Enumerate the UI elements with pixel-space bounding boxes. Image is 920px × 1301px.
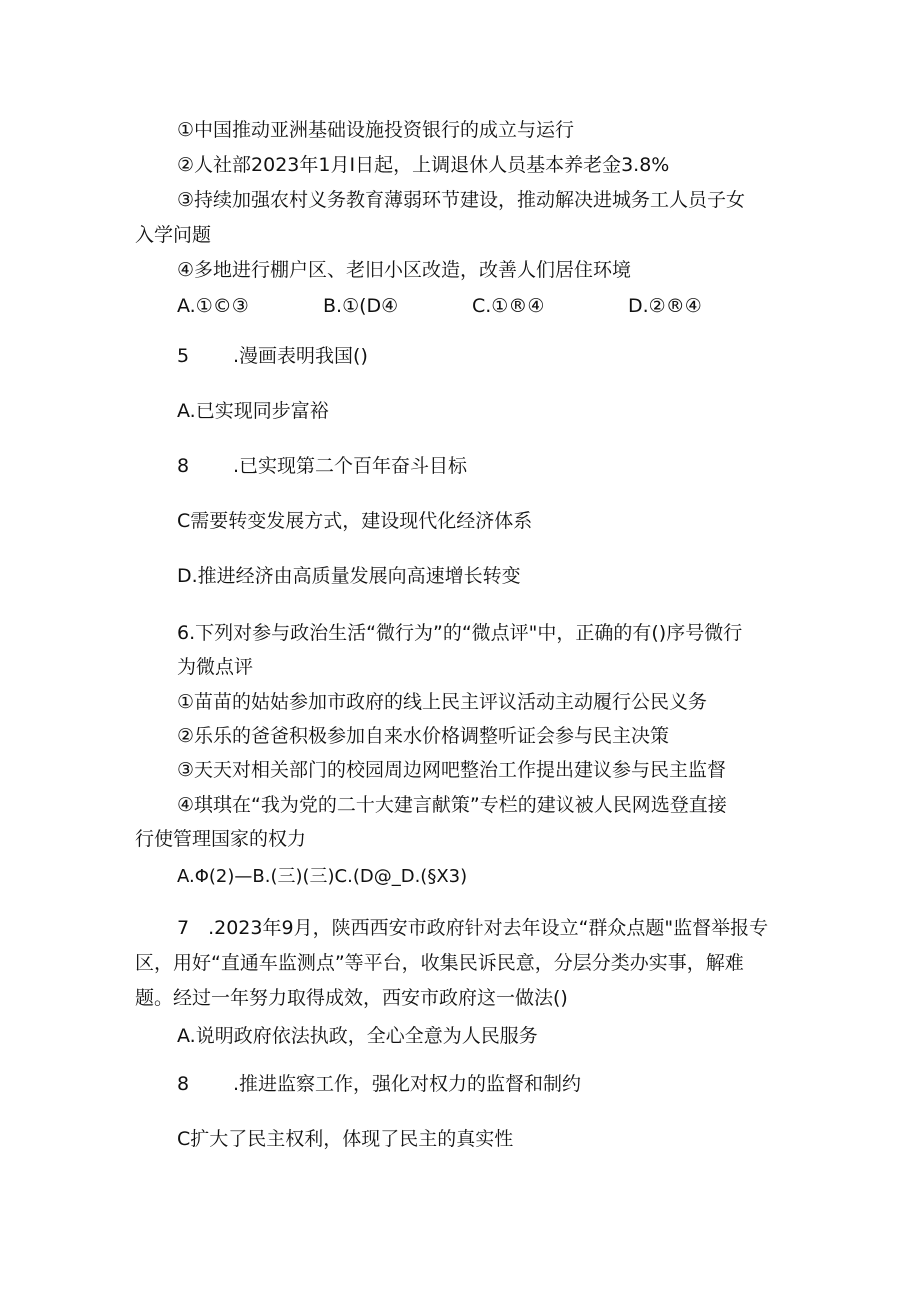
q6-options: A.Φ(2)—B.(三)(三)C.(D@_D.(§X3) xyxy=(177,866,468,887)
q7-option-b: .推进监察工作，强化对权力的监督和制约 xyxy=(233,1073,582,1095)
q5-stem: .漫画表明我国() xyxy=(233,345,368,367)
q7-stem-line2: 区，用好“直通车监测点”等平台，收集民诉民意，分层分类办实事，解难 xyxy=(135,952,744,974)
q6-item-1: ①苗苗的姑姑参加市政府的线上民主评议活动主动履行公民义务 xyxy=(177,691,708,713)
q7-stem-line1: 7 .2023年9月，陕西西安市政府针对去年设立“群众点题"监督举报专 xyxy=(177,917,769,939)
q5-option-b-number: 8 xyxy=(177,455,190,477)
q4-item-3: ③持续加强农村义务教育薄弱环节建设，推动解决进城务工人员子女 xyxy=(177,189,746,211)
q5-number: 5 xyxy=(177,345,190,367)
q7-stem-line3: 题。经过一年努力取得成效，西安市政府这一做法() xyxy=(135,987,568,1009)
q6-stem-line1: 6.下列对参与政治生活“微行为”的“微点评"中，正确的有()序号微行 xyxy=(177,622,743,644)
q7-option-a: A.说明政府依法执政，全心全意为人民服务 xyxy=(177,1025,538,1047)
q4-option-b: B.①(D④ xyxy=(323,295,399,317)
q6-stem-line2: 为微点评 xyxy=(177,656,254,678)
q6-item-4-cont: 行使管理国家的权力 xyxy=(135,828,307,850)
q5-option-a: A.已实现同步富裕 xyxy=(177,400,329,422)
q5-option-b: .已实现第二个百年奋斗目标 xyxy=(233,455,468,477)
q6-item-3: ③天天对相关部门的校园周边网吧整治工作提出建议参与民主监督 xyxy=(177,759,727,781)
q4-item-2: ②人社部2023年1月I日起，上调退休人员基本养老金3.8% xyxy=(177,154,670,176)
q7-option-c: C扩大了民主权利，体现了民主的真实性 xyxy=(177,1128,514,1150)
q4-item-3-cont: 入学问题 xyxy=(135,224,212,246)
q6-item-4: ④琪琪在“我为党的二十大建言献策”专栏的建议被人民网选登直接 xyxy=(177,794,727,816)
q4-option-d: D.②®④ xyxy=(628,295,702,317)
q5-option-c: C需要转变发展方式，建设现代化经济体系 xyxy=(177,510,533,532)
q7-option-b-number: 8 xyxy=(177,1073,190,1095)
q6-item-2: ②乐乐的爸爸积极参加自来水价格调整听证会参与民主决策 xyxy=(177,725,670,747)
q4-item-1: ①中国推动亚洲基础设施投资银行的成立与运行 xyxy=(177,119,575,141)
q5-option-d: D.推进经济由高质量发展向高速增长转变 xyxy=(177,565,521,587)
q4-item-4: ④多地进行棚户区、老旧小区改造，改善人们居住环境 xyxy=(177,259,632,281)
q4-option-a: A.①©③ xyxy=(177,295,249,317)
q4-option-c: C.①®④ xyxy=(472,295,545,317)
